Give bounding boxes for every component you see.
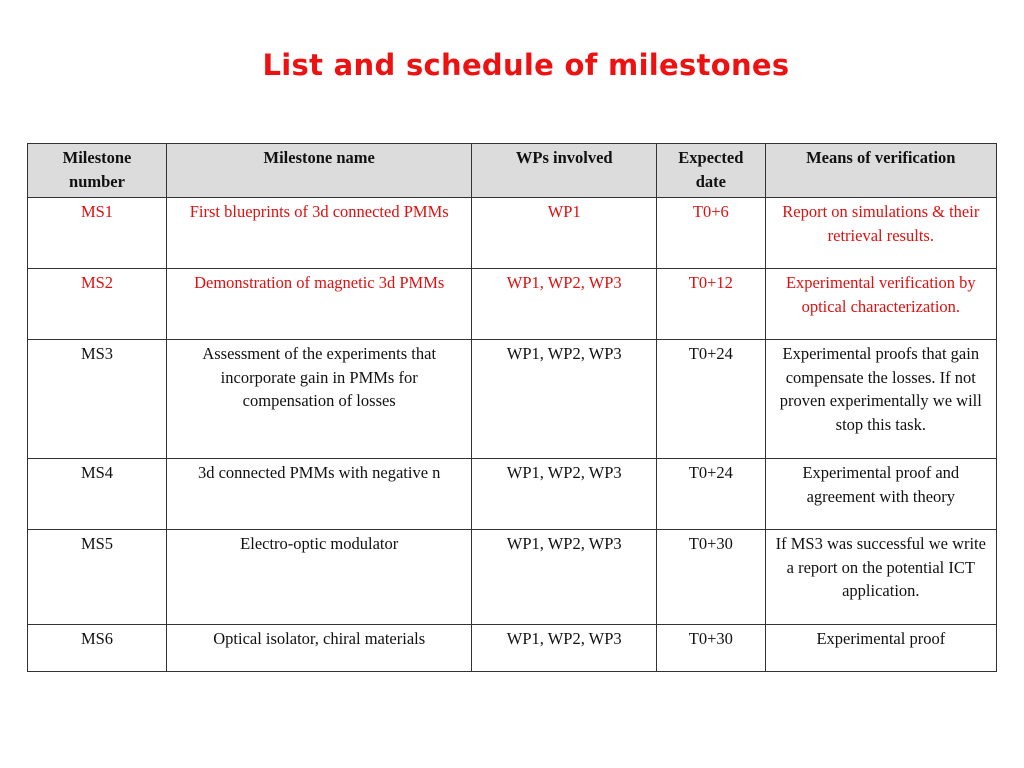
milestone-number: MS1 bbox=[28, 198, 167, 269]
header-expected-date: Expected date bbox=[657, 144, 766, 198]
header-milestone-name: Milestone name bbox=[167, 144, 472, 198]
milestone-number: MS6 bbox=[28, 625, 167, 672]
expected-date: T0+24 bbox=[657, 459, 766, 530]
expected-date: T0+24 bbox=[657, 340, 766, 459]
expected-date: T0+12 bbox=[657, 269, 766, 340]
wps-involved: WP1, WP2, WP3 bbox=[472, 530, 657, 625]
means-of-verification: Experimental proof bbox=[765, 625, 996, 672]
table-row bbox=[28, 340, 997, 459]
table-row bbox=[28, 625, 997, 672]
slide-title: List and schedule of milestones bbox=[262, 48, 790, 82]
wps-involved: WP1, WP2, WP3 bbox=[472, 269, 657, 340]
milestone-name bbox=[167, 459, 472, 530]
means-of-verification: Experimental verification by optical characterization. bbox=[765, 269, 996, 340]
table-row bbox=[28, 269, 997, 340]
milestone-number: MS4 bbox=[28, 459, 167, 530]
table-row bbox=[28, 530, 997, 625]
header-milestone-number: Milestone number bbox=[28, 144, 167, 198]
means-of-verification: Experimental proof and agreement with theory bbox=[765, 459, 996, 530]
means-of-verification: Experimental proofs that gain compensate the losses. If not proven experimentally we will stop this task. bbox=[765, 340, 996, 459]
means-of-verification: Report on simulations & their retrieval results. bbox=[765, 198, 996, 269]
milestone-number: MS2 bbox=[28, 269, 167, 340]
table-row bbox=[28, 198, 997, 269]
header-wps-involved: WPs involved bbox=[472, 144, 657, 198]
milestone-name-text: 3d connected PMMs with negative n bbox=[197, 463, 441, 482]
milestone-name: First blueprints of 3d connected PMMs bbox=[167, 198, 472, 269]
milestone-number: MS3 bbox=[28, 340, 167, 459]
milestone-name: Assessment of the experiments that incorporate gain in PMMs for compensation of losses bbox=[167, 340, 472, 459]
table-header bbox=[28, 144, 997, 198]
expected-date: T0+30 bbox=[657, 625, 766, 672]
milestone-number: MS5 bbox=[28, 530, 167, 625]
wps-involved: WP1 bbox=[472, 198, 657, 269]
milestones-table bbox=[27, 143, 997, 672]
milestone-name: Electro-optic modulator bbox=[167, 530, 472, 625]
table-body bbox=[28, 198, 997, 672]
milestone-name: Optical isolator, chiral materials bbox=[167, 625, 472, 672]
wps-involved: WP1, WP2, WP3 bbox=[472, 459, 657, 530]
table-row bbox=[28, 459, 997, 530]
expected-date: T0+6 bbox=[657, 198, 766, 269]
wps-involved: WP1, WP2, WP3 bbox=[472, 340, 657, 459]
expected-date: T0+30 bbox=[657, 530, 766, 625]
milestone-name: Demonstration of magnetic 3d PMMs bbox=[167, 269, 472, 340]
header-row bbox=[28, 144, 997, 198]
wps-involved: WP1, WP2, WP3 bbox=[472, 625, 657, 672]
header-means-of-verification: Means of verification bbox=[765, 144, 996, 198]
means-of-verification: If MS3 was successful we write a report on the potential ICT application. bbox=[765, 530, 996, 625]
